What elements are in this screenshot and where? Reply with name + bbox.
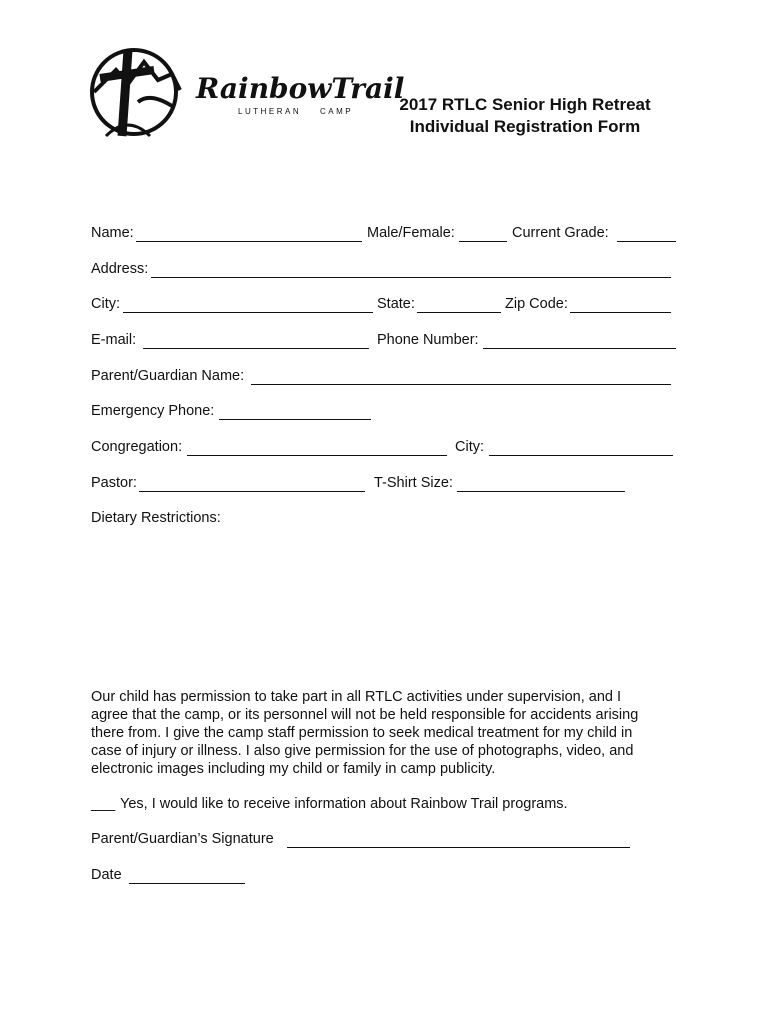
address-field[interactable]	[151, 277, 671, 278]
row-date	[91, 867, 681, 887]
row-signature	[91, 831, 681, 851]
email-field[interactable]	[143, 348, 369, 349]
pastor-field[interactable]	[139, 491, 365, 492]
form-title	[380, 94, 670, 138]
consent-line: agree that the camp, or its personnel will not be held responsible for accidents arising	[91, 707, 639, 723]
consent-line: case of injury or illness. I also give permission for the use of photographs, video, and	[91, 743, 634, 759]
optin-field[interactable]: ___	[91, 796, 116, 812]
date-field[interactable]	[129, 883, 245, 884]
pastor-label: Pastor:	[91, 475, 137, 491]
emergency-field[interactable]	[219, 419, 371, 420]
row-city	[91, 296, 681, 316]
state-label: State:	[377, 296, 415, 312]
sex-label: Male/Female:	[367, 225, 455, 241]
city-label: City:	[91, 296, 120, 312]
consent-line: electronic images including my child or family in camp publicity.	[91, 761, 496, 777]
sex-field[interactable]	[459, 241, 507, 242]
date-label: Date	[91, 867, 122, 883]
cong-city-field[interactable]	[489, 455, 673, 456]
grade-field[interactable]	[617, 241, 676, 242]
title-line-1: 2017 RTLC Senior High Retreat	[399, 95, 651, 114]
signature-label: Parent/Guardian’s Signature	[91, 831, 274, 847]
row-emergency	[91, 403, 681, 423]
tshirt-label: T-Shirt Size:	[374, 475, 453, 491]
signature-field[interactable]	[287, 847, 630, 848]
zip-label: Zip Code:	[505, 296, 568, 312]
logo-sub-right: CAMP	[320, 107, 354, 116]
optin-text: Yes, I would like to receive information about Rainbow Trail programs.	[120, 796, 568, 812]
row-guardian	[91, 368, 681, 388]
phone-field[interactable]	[483, 348, 676, 349]
consent-paragraph	[91, 688, 671, 778]
row-pastor	[91, 475, 681, 495]
dietary-label: Dietary Restrictions:	[91, 510, 221, 526]
rainbow-trail-logo	[88, 40, 405, 142]
congregation-field[interactable]	[187, 455, 447, 456]
address-label: Address:	[91, 261, 149, 277]
consent-line: there from. I give the camp staff permission to seek medical treatment for my child in	[91, 725, 633, 741]
email-label: E-mail:	[91, 332, 137, 348]
row-congregation	[91, 439, 681, 459]
zip-field[interactable]	[570, 312, 671, 313]
congregation-label: Congregation:	[91, 439, 183, 455]
city-field[interactable]	[123, 312, 373, 313]
state-field[interactable]	[417, 312, 501, 313]
guardian-field[interactable]	[251, 384, 671, 385]
tshirt-field[interactable]	[457, 491, 625, 492]
row-name	[91, 225, 681, 245]
row-optin	[91, 796, 681, 816]
name-field[interactable]	[136, 241, 362, 242]
row-email	[91, 332, 681, 352]
grade-label: Current Grade:	[512, 225, 609, 241]
row-address	[91, 261, 681, 281]
cong-city-label: City:	[455, 439, 484, 455]
consent-line: Our child has permission to take part in all RTLC activities under supervision, and I	[91, 689, 622, 705]
phone-label: Phone Number:	[377, 332, 479, 348]
guardian-label: Parent/Guardian Name:	[91, 368, 245, 384]
name-label: Name:	[91, 225, 134, 241]
logo-main-text: RainbowTrail	[196, 72, 405, 105]
row-dietary	[91, 510, 681, 530]
title-line-2: Individual Registration Form	[409, 117, 641, 136]
logo-sub-left: LUTHERAN	[238, 107, 302, 116]
emergency-label: Emergency Phone:	[91, 403, 215, 419]
